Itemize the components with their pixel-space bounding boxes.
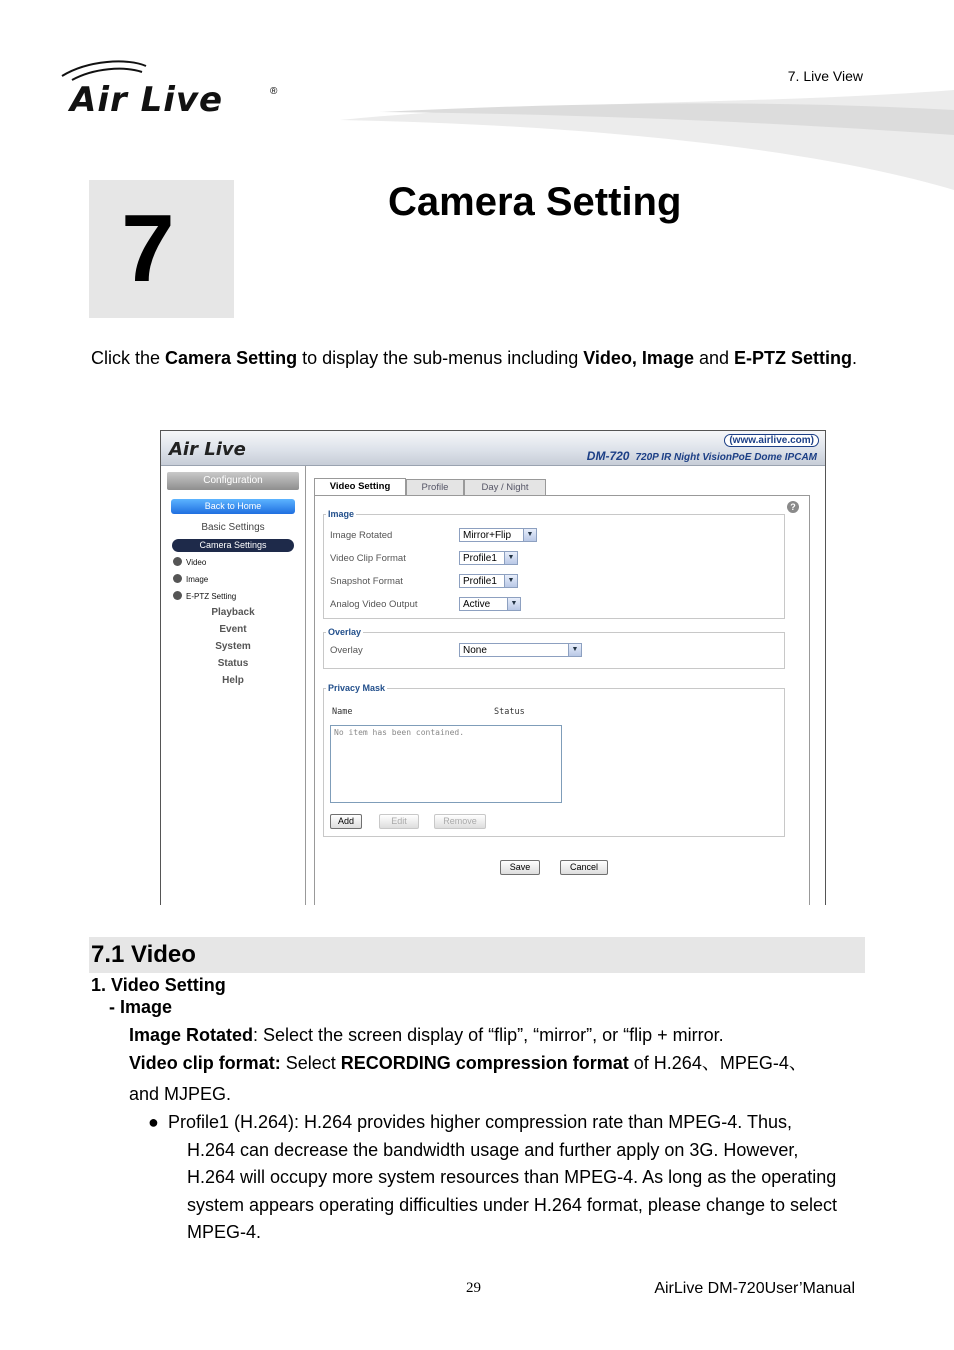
arrow-bullet-icon (173, 591, 182, 600)
intro-text: . (852, 348, 858, 368)
logo-text: Air Live (70, 80, 224, 120)
analog-video-output-select[interactable] (459, 597, 521, 611)
chevron-down-icon: ▼ (504, 552, 517, 564)
sub-item-video[interactable] (173, 557, 206, 567)
help-icon[interactable]: ? (787, 501, 799, 513)
bullet-icon: ● (148, 1112, 159, 1132)
tab-video-setting[interactable]: Video Setting (314, 478, 406, 496)
arrow-bullet-icon (173, 557, 182, 566)
image-rotated-paragraph (129, 1021, 869, 1049)
nav-system[interactable]: System (215, 641, 251, 652)
chapter-number-box (89, 180, 234, 318)
figure-sidebar (161, 466, 306, 905)
overlay-select[interactable] (459, 643, 582, 657)
list-heading: 1. Video Setting (91, 975, 226, 995)
intro-text: Click the (91, 348, 166, 368)
nav-status[interactable]: Status (217, 658, 249, 669)
figure-url-link[interactable]: (www.airlive.com) (724, 434, 819, 447)
nav-basic-settings[interactable]: Basic Settings (201, 522, 265, 533)
privacy-mask-group (323, 683, 785, 837)
intro-bold-video-image: Video, Image (583, 348, 694, 368)
nav-help[interactable]: Help (222, 675, 244, 686)
select-value: Mirror+Flip (463, 530, 512, 541)
video-clip-format-select[interactable] (459, 551, 518, 565)
paragraph-text: : Select the screen display of “flip”, “mirror”, or “flip + mirror. (253, 1025, 724, 1045)
model-name: DM-720 (586, 449, 630, 463)
select-value: Profile1 (463, 576, 497, 587)
image-legend: Image (328, 509, 355, 519)
manual-name: AirLive DM-720User’Manual (654, 1280, 855, 1297)
overlay-group (323, 627, 785, 669)
select-value: Active (463, 599, 491, 610)
sub-item-image[interactable] (173, 574, 208, 584)
tab-profile[interactable]: Profile (406, 479, 464, 495)
cancel-button[interactable]: Cancel (560, 860, 608, 875)
image-rotated-label: Image Rotated (330, 530, 393, 541)
model-description: 720P IR Night VisionPoE Dome IPCAM (635, 452, 817, 463)
paragraph-text: Select (280, 1053, 341, 1073)
figure-banner (161, 431, 825, 466)
camera-setting-screenshot (160, 430, 826, 905)
settings-panel (314, 495, 810, 905)
column-name-header: Name (332, 707, 353, 717)
remove-button[interactable]: Remove (434, 814, 486, 829)
chevron-down-icon: ▼ (504, 575, 517, 587)
intro-text: and (693, 348, 735, 368)
page-number: 29 (466, 1280, 481, 1296)
paragraph-text: of H.264、MPEG-4、 (628, 1053, 807, 1073)
sub-heading: - Image (109, 997, 173, 1017)
sub-item-label: Image (186, 575, 209, 584)
privacy-mask-legend: Privacy Mask (328, 683, 386, 693)
figure-main (306, 466, 825, 905)
term-recording-format: RECORDING compression format (340, 1053, 629, 1073)
overlay-label: Overlay (330, 645, 363, 656)
select-value: Profile1 (463, 553, 497, 564)
figure-logo: Air Live (169, 439, 246, 460)
add-button[interactable]: Add (330, 814, 362, 829)
intro-text: to display the sub-menus including (297, 348, 584, 368)
nav-event[interactable]: Event (219, 624, 247, 635)
registered-mark: ® (270, 86, 278, 97)
chapter-reference: 7. Live View (787, 68, 863, 84)
chapter-title: Camera Setting (388, 180, 682, 224)
configuration-tab[interactable]: Configuration (167, 472, 299, 490)
intro-bold-camera-setting: Camera Setting (165, 348, 298, 368)
section-title: 7.1 Video (91, 941, 196, 968)
section-heading-bar (89, 937, 865, 973)
empty-list-message: No item has been contained. (334, 728, 465, 737)
nav-playback[interactable]: Playback (211, 607, 255, 618)
overlay-legend: Overlay (328, 627, 362, 637)
arrow-bullet-icon (173, 574, 182, 583)
snapshot-format-label: Snapshot Format (330, 576, 403, 587)
video-clip-format-paragraph (129, 1049, 869, 1077)
sub-item-label: E-PTZ Setting (186, 592, 237, 601)
intro-paragraph (91, 344, 861, 372)
chevron-down-icon: ▼ (523, 529, 536, 541)
image-group (323, 509, 785, 619)
analog-video-output-label: Analog Video Output (330, 599, 418, 610)
column-status-header: Status (494, 707, 525, 717)
sub-item-eptz[interactable] (173, 591, 236, 601)
term-image-rotated: Image Rotated (129, 1025, 254, 1045)
bullet-first-line: Profile1 (H.264): H.264 provides higher compression rate than MPEG-4. Thus, (168, 1112, 792, 1132)
figure-model (587, 449, 817, 463)
select-value: None (463, 645, 487, 656)
edit-button[interactable]: Edit (379, 814, 419, 829)
sub-item-label: Video (186, 558, 207, 567)
term-video-clip-format: Video clip format: (129, 1053, 281, 1073)
bullet-text (168, 1109, 848, 1247)
snapshot-format-select[interactable] (459, 574, 518, 588)
save-button[interactable]: Save (500, 860, 540, 875)
image-rotated-select[interactable] (459, 528, 537, 542)
video-clip-format-label: Video Clip Format (330, 553, 406, 564)
tab-day-night[interactable]: Day / Night (464, 479, 546, 495)
nav-camera-settings[interactable]: Camera Settings (172, 539, 294, 552)
chevron-down-icon: ▼ (507, 598, 520, 610)
privacy-mask-list[interactable] (330, 725, 562, 803)
back-to-home-button[interactable]: Back to Home (171, 499, 295, 514)
chapter-number: 7 (121, 195, 175, 302)
chevron-down-icon: ▼ (568, 644, 581, 656)
bullet-continuation: H.264 can decrease the bandwidth usage and further apply on 3G. However, H.264 will occupy more system resources than MPEG-4. As long as the operating system appears operating difficulties under H.264 format, please change to select MPEG-4. (187, 1139, 838, 1242)
intro-bold-eptz: E-PTZ Setting (734, 348, 853, 368)
video-clip-format-paragraph-cont: and MJPEG. (129, 1084, 232, 1104)
